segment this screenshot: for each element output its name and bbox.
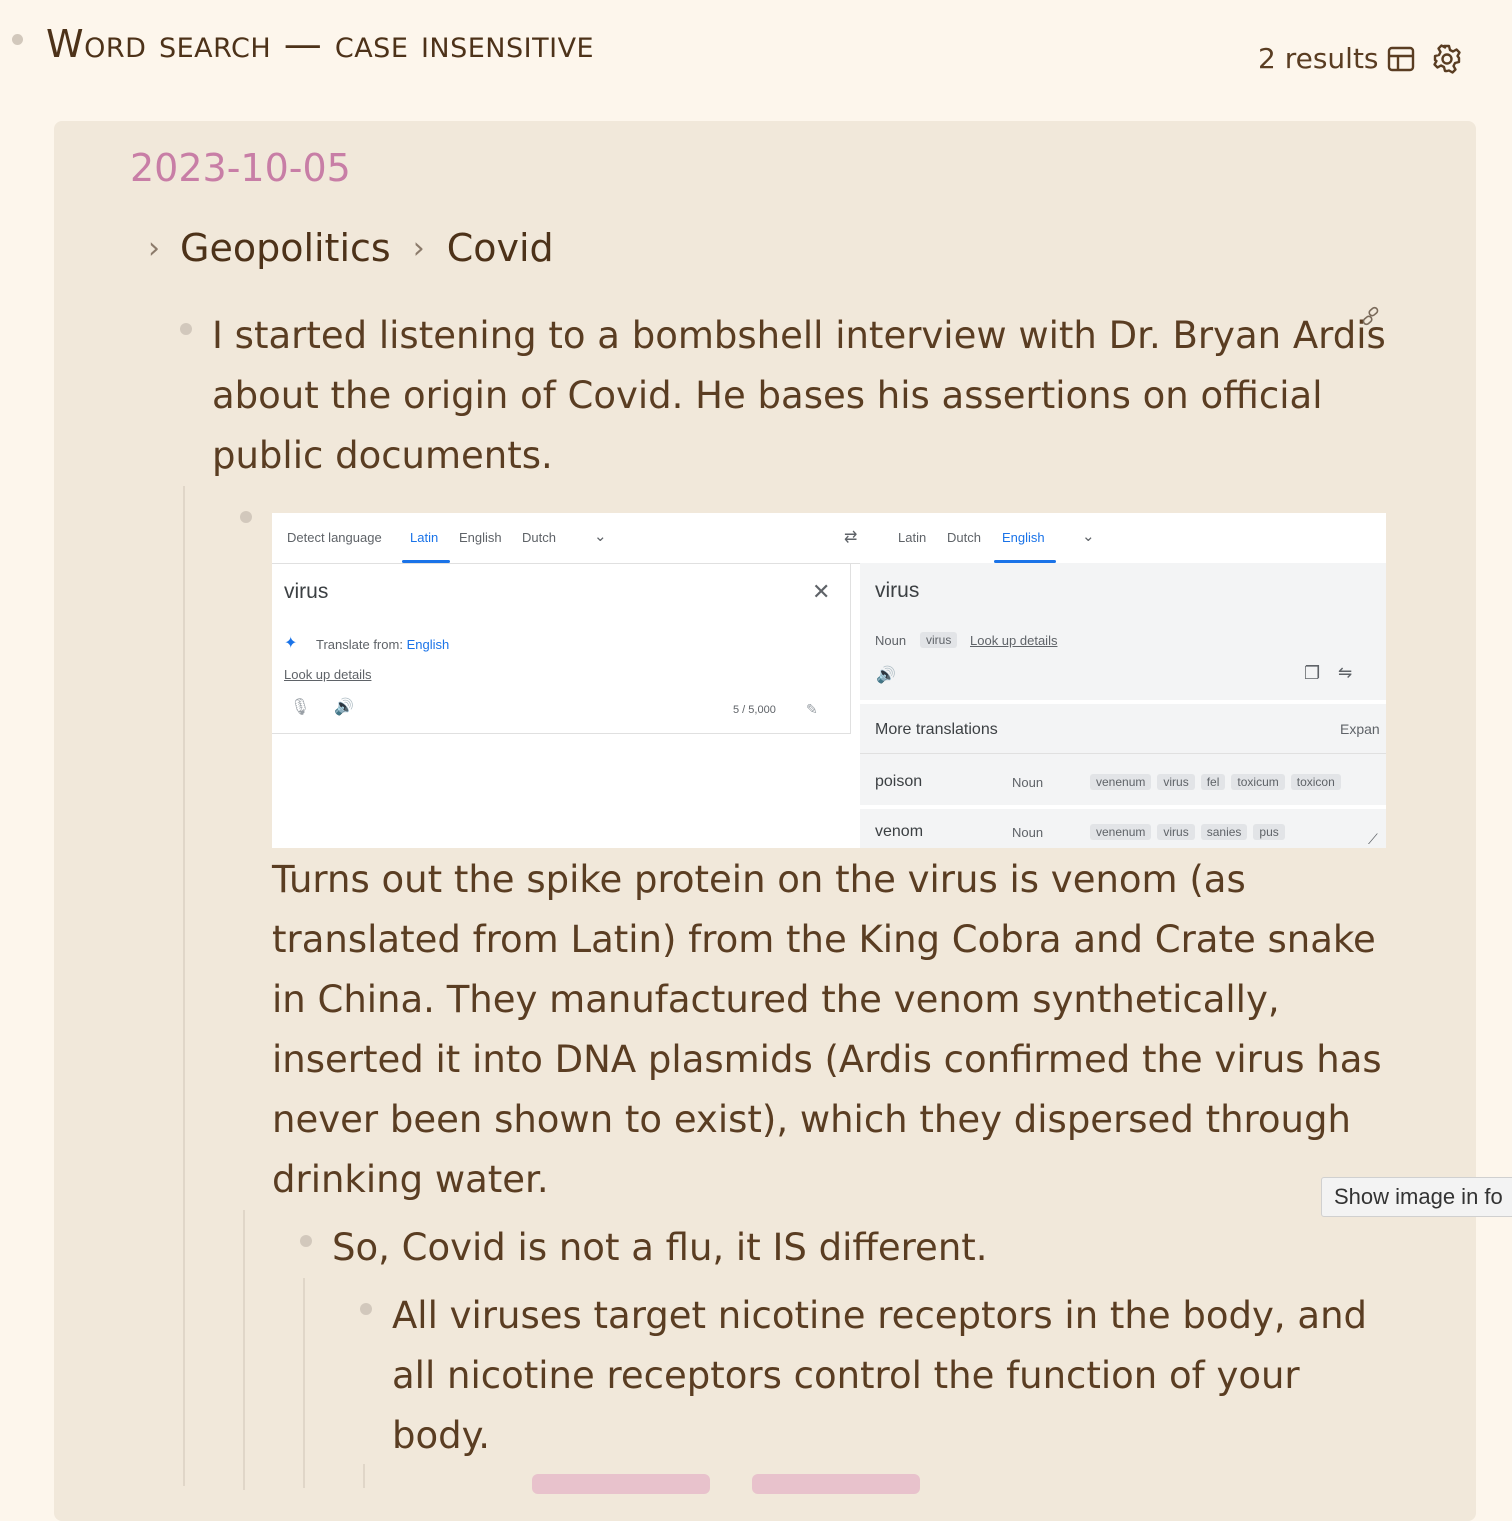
- speaker-icon: 🔊: [876, 667, 896, 684]
- block-bullet[interactable]: [180, 323, 192, 335]
- breadcrumb-geopolitics[interactable]: Geopolitics: [180, 226, 391, 270]
- translate-from-label: Translate from: English: [316, 637, 450, 652]
- settings-gear-icon[interactable]: [1432, 44, 1462, 74]
- results-count: 2 results: [1258, 42, 1379, 75]
- show-image-tooltip: Show image in fo: [1321, 1177, 1512, 1217]
- collapse-chevron-icon[interactable]: ›: [148, 230, 160, 266]
- clear-icon: ✕: [812, 579, 831, 604]
- output-text: virus: [875, 579, 920, 602]
- breadcrumb-covid[interactable]: Covid: [446, 226, 554, 270]
- copy-icon: ❐: [1304, 663, 1321, 683]
- output-chip: virus: [920, 632, 957, 648]
- translate-screenshot-image[interactable]: [272, 513, 1386, 848]
- lookup-details-link: Look up details: [284, 667, 372, 682]
- translation-word: venom: [875, 823, 924, 840]
- indent-guide: [243, 1210, 245, 1490]
- target-lang-latin: Latin: [898, 530, 927, 545]
- output-pane: [860, 563, 1386, 848]
- block-bullet[interactable]: [240, 511, 252, 523]
- translation-chips: venenum virus sanies pus: [1090, 823, 1291, 841]
- more-translations-heading: More translations: [875, 721, 998, 738]
- output-pos: Noun: [875, 633, 907, 648]
- input-text: virus: [284, 580, 329, 603]
- block-text[interactable]: I started listening to a bombshell interview with Dr. Bryan Ardis about the origin of Covid. He bases his assertions on official public documents.: [212, 314, 1386, 477]
- indent-guide: [303, 1278, 305, 1488]
- page-title: Word search — case insensitive: [46, 22, 595, 66]
- header-bullet: [12, 34, 23, 45]
- microphone-icon: 🎙: [290, 699, 311, 716]
- page-ref-tag[interactable]: [752, 1474, 920, 1494]
- journal-date-link[interactable]: 2023-10-05: [130, 146, 351, 190]
- lang-english: English: [459, 530, 502, 545]
- block-text[interactable]: So, Covid is not a flu, it IS different.: [332, 1226, 988, 1269]
- lang-latin: Latin: [410, 530, 439, 545]
- translation-chips: venenum virus fel toxicum toxicon: [1090, 773, 1347, 791]
- translation-word: poison: [875, 773, 923, 790]
- resize-handle-icon[interactable]: ⟋: [1368, 831, 1378, 847]
- chevron-down-icon: ⌄: [1082, 528, 1095, 545]
- char-count: 5 / 5,000: [733, 704, 776, 716]
- speaker-icon: 🔊: [334, 699, 354, 716]
- block-text[interactable]: All viruses target nicotine receptors in the body, and all nicotine receptors control the function of your body.: [392, 1294, 1368, 1457]
- feedback-icon: ⇋: [1338, 663, 1353, 682]
- translation-pos: Noun: [1012, 775, 1044, 790]
- link-icon[interactable]: [1360, 306, 1382, 332]
- expand-label: Expan: [1340, 721, 1380, 737]
- block-text[interactable]: Turns out the spike protein on the virus is venom (as translated from Latin) from the King Cobra and Crate snake in China. They manufactured the venom synthetically, inserted it into DNA plasmids (Ardis confirmed the virus has never been shown to exist), which they dispersed through drinking water.: [272, 858, 1382, 1201]
- chevron-down-icon: ⌄: [594, 528, 607, 545]
- breadcrumb-separator-icon: ›: [412, 230, 425, 266]
- table-view-icon[interactable]: [1386, 44, 1416, 74]
- indent-guide: [183, 486, 185, 1486]
- breadcrumb: [140, 226, 554, 270]
- lang-dutch: Dutch: [522, 530, 556, 545]
- block-bullet[interactable]: [360, 1303, 372, 1315]
- target-lang-dutch: Dutch: [947, 530, 981, 545]
- translation-pos: Noun: [1012, 825, 1044, 840]
- page-ref-tag[interactable]: [532, 1474, 710, 1494]
- block-bullet[interactable]: [300, 1235, 312, 1247]
- sparkle-icon: ✦: [284, 635, 298, 652]
- swap-languages-icon: ⇄: [844, 529, 858, 546]
- target-lang-english: English: [1002, 530, 1045, 545]
- pencil-icon: ✎: [806, 701, 818, 717]
- output-lookup-link: Look up details: [970, 633, 1058, 648]
- indent-guide: [363, 1464, 365, 1488]
- lang-detect: Detect language: [287, 530, 382, 545]
